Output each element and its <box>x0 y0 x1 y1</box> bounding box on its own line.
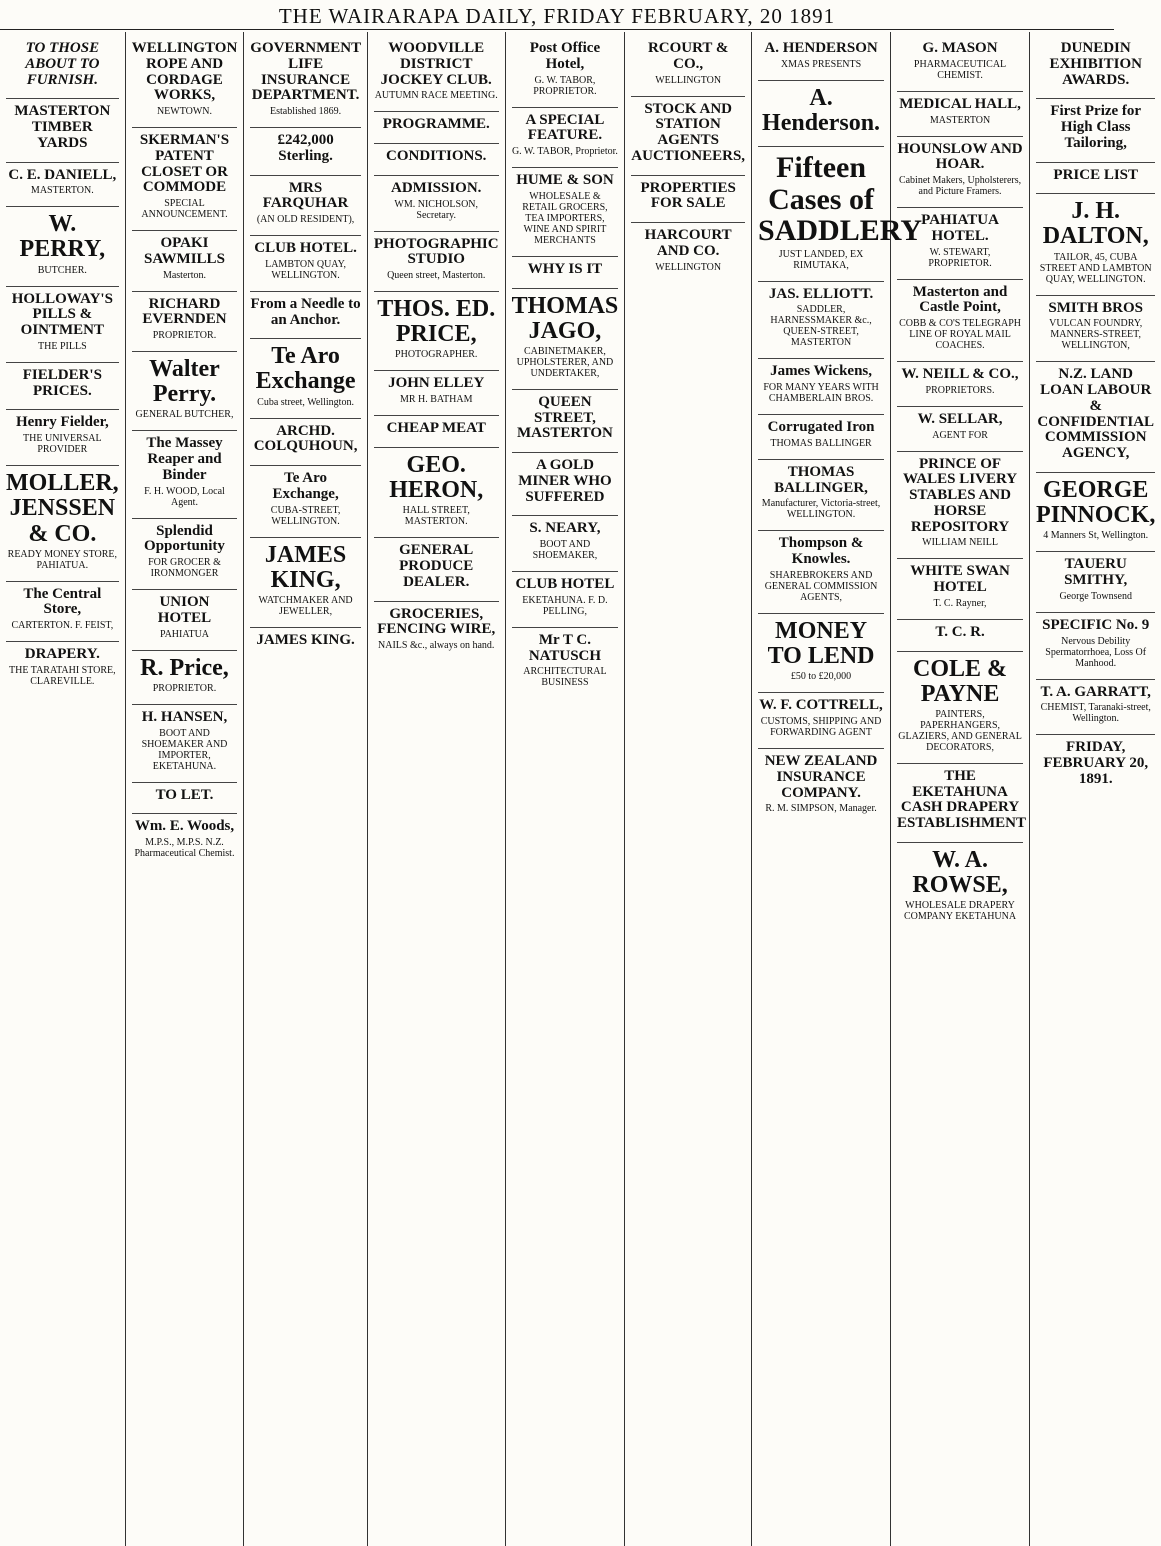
ad-title: UNION HOTEL <box>157 594 212 626</box>
ad-title: Thompson & Knowles. <box>778 535 864 568</box>
ad-subtitle: PAINTERS, PAPERHANGERS, GLAZIERS, AND GENERAL DECORATORS, <box>898 708 1022 753</box>
advertisement <box>132 705 238 783</box>
ad-title: HUME & SON <box>516 172 614 188</box>
ad-subtitle: COBB & CO'S TELEGRAPH LINE OF ROYAL MAIL COACHES. <box>899 318 1021 351</box>
ad-subtitle: PHOTOGRAPHER. <box>395 349 478 361</box>
advertisement <box>132 352 238 431</box>
advertisement <box>374 416 499 448</box>
advertisement <box>1036 362 1155 473</box>
ad-title: PRICE LIST <box>1053 166 1139 183</box>
ad-title: ARCHD. COLQUHOUN, <box>253 422 358 455</box>
advertisement <box>897 843 1023 932</box>
ad-title: JAMES KING, <box>264 541 347 593</box>
advertisement <box>631 97 745 176</box>
ad-title: QUEEN STREET, MASTERTON <box>516 393 613 442</box>
advertisement <box>897 362 1023 407</box>
ad-subtitle: GENERAL BUTCHER, <box>135 409 234 421</box>
ad-subtitle: NAILS &c., always on hand. <box>378 640 495 651</box>
advertisement <box>758 693 884 749</box>
ad-subtitle: XMAS PRESENTS <box>780 58 862 70</box>
ad-subtitle: THE UNIVERSAL PROVIDER <box>23 433 102 456</box>
advertisement <box>250 466 361 538</box>
ad-title: CONDITIONS. <box>386 148 487 164</box>
ad-title: JAMES KING. <box>256 632 355 648</box>
advertisement <box>758 460 884 532</box>
ad-subtitle: AUTUMN RACE MEETING. <box>374 90 498 102</box>
advertisement <box>631 36 745 97</box>
ad-subtitle: CUBA-STREET, WELLINGTON. <box>270 504 341 527</box>
ad-subtitle: CARTERTON. F. FEIST, <box>11 620 114 632</box>
advertisement <box>1036 680 1155 736</box>
ad-subtitle: THE PILLS <box>38 340 87 352</box>
advertisement <box>1036 613 1155 680</box>
ad-title: PROGRAMME. <box>382 116 490 133</box>
ad-subtitle: SADDLER, HARNESSMAKER &c., QUEEN-STREET, MASTERTON <box>770 304 872 349</box>
advertisement <box>512 108 619 169</box>
advertisement <box>6 642 119 697</box>
advertisement <box>897 208 1023 280</box>
ad-title: MASTERTON TIMBER YARDS <box>14 103 111 151</box>
ad-title: CHEAP MEAT <box>386 420 486 437</box>
advertisement <box>758 614 884 693</box>
ad-title: S. NEARY, <box>529 520 601 537</box>
ad-title: CLUB HOTEL. <box>254 240 357 256</box>
advertisement <box>758 36 884 81</box>
advertisement <box>250 339 361 418</box>
ad-title: MRS FARQUHAR <box>262 179 349 212</box>
advertisement <box>250 36 361 128</box>
advertisement <box>512 168 619 257</box>
ad-title: GROCERIES, FENCING WIRE, <box>377 605 496 638</box>
ad-title: From a Needle to an Anchor. <box>250 295 361 328</box>
advertisement <box>250 538 361 628</box>
advertisement <box>132 431 238 518</box>
ad-title: SPECIFIC No. 9 <box>1042 616 1150 633</box>
ad-title: SKERMAN'S PATENT CLOSET OR COMMODE <box>139 132 230 196</box>
ad-title: COLE & PAYNE <box>913 655 1008 707</box>
advertisement <box>374 448 499 538</box>
ad-title: WHY IS IT <box>527 260 603 277</box>
ad-subtitle: SHAREBROKERS AND GENERAL COMMISSION AGENTS, <box>764 569 878 603</box>
ad-title: Masterton and Castle Point, <box>912 283 1008 316</box>
ad-title: Te Aro Exchange, <box>272 470 339 502</box>
ad-title: WOODVILLE DISTRICT JOCKEY CLUB. <box>380 40 492 88</box>
advertisement <box>758 359 884 415</box>
ad-title: W. SELLAR, <box>917 410 1003 427</box>
ad-title: TO LET. <box>155 786 214 803</box>
advertisement <box>6 207 119 286</box>
ad-title: The Central Store, <box>23 585 102 618</box>
ad-title: W. PERRY, <box>19 211 106 263</box>
advertisement <box>374 232 499 293</box>
advertisement <box>897 280 1023 363</box>
advertisement <box>897 452 1023 560</box>
ad-subtitle: T. C. Rayner, <box>933 597 987 609</box>
advertisement <box>374 112 499 144</box>
ad-title: T. A. GARRATT, <box>1040 683 1151 700</box>
ad-subtitle: AGENT FOR <box>932 429 988 441</box>
ad-title: THOS. ED. PRICE, <box>377 296 496 348</box>
advertisement <box>1036 99 1155 162</box>
advertisement <box>6 99 119 162</box>
advertisement <box>132 36 238 128</box>
ad-title: W. F. COTTRELL, <box>759 697 883 714</box>
ad-title: The Massey Reaper and Binder <box>146 435 223 483</box>
ad-title: ADMISSION. <box>391 179 482 196</box>
ad-subtitle: PAHIATUA <box>159 628 210 640</box>
ad-title: PAHIATUA HOTEL. <box>921 212 999 244</box>
ad-title: G. MASON <box>922 40 998 56</box>
advertisement <box>512 453 619 516</box>
ad-subtitle: George Townsend <box>1059 590 1132 602</box>
ad-title: Walter Perry. <box>149 356 220 408</box>
ad-title: A. Henderson. <box>762 84 881 136</box>
ad-title: Mr T C. NATUSCH <box>528 631 602 664</box>
advertisement <box>897 764 1026 843</box>
ad-title: WHITE SWAN HOTEL <box>910 563 1010 595</box>
column-9 <box>1030 32 1161 1546</box>
ad-subtitle: LAMBTON QUAY, WELLINGTON. <box>265 258 347 281</box>
ad-title: OPAKI SAWMILLS <box>144 235 225 267</box>
ad-subtitle: Established 1869. <box>270 106 342 117</box>
ad-title: A GOLD MINER WHO SUFFERED <box>518 457 612 505</box>
advertisement <box>6 36 119 99</box>
ad-title: H. HANSEN, <box>141 708 228 725</box>
ad-subtitle: WHOLESALE & RETAIL GROCERS, TEA IMPORTERS, WINE AND SPIRIT MERCHANTS <box>522 190 608 246</box>
ad-subtitle: READY MONEY STORE, PAHIATUA. <box>7 548 118 571</box>
ad-subtitle: WILLIAM NEILL <box>922 537 998 549</box>
ad-title: First Prize for High Class Tailoring, <box>1050 103 1142 151</box>
advertisement <box>374 36 499 112</box>
ad-title: SMITH BROS <box>1048 299 1144 316</box>
advertisement <box>512 390 619 453</box>
ad-title: THOMAS BALLINGER, <box>774 463 868 496</box>
column-7 <box>752 32 923 1546</box>
advertisement <box>1036 735 1155 797</box>
ad-title: N.Z. LAND LOAN LABOUR & CONFIDENTIAL COMMISSION AGENCY, <box>1037 366 1155 462</box>
advertisement <box>897 137 1023 209</box>
advertisement <box>132 590 238 651</box>
advertisement <box>897 92 1023 137</box>
ad-subtitle: Queen street, Masterton. <box>387 270 486 281</box>
ad-subtitle: £50 to £20,000 <box>790 671 852 683</box>
ad-subtitle: WELLINGTON <box>655 74 722 86</box>
advertisement <box>132 519 238 591</box>
advertisement <box>631 223 745 283</box>
advertisement <box>374 292 499 371</box>
advertisement <box>374 538 499 601</box>
advertisement <box>250 128 361 176</box>
advertisement <box>6 466 119 582</box>
advertisement <box>374 602 499 662</box>
advertisement <box>132 651 238 705</box>
ad-title: W. NEILL & CO., <box>901 366 1019 382</box>
advertisement <box>512 289 619 390</box>
ad-subtitle: SPECIAL ANNOUNCEMENT. <box>141 198 228 220</box>
advertisement <box>132 783 238 815</box>
ad-subtitle: BOOT AND SHOEMAKER AND IMPORTER, EKETAHUNA. <box>141 727 228 772</box>
ad-subtitle: F. H. WOOD, Local Agent. <box>144 485 225 508</box>
advertisement <box>758 282 884 360</box>
advertisement <box>897 36 1023 92</box>
advertisement <box>1036 296 1155 363</box>
ad-subtitle: PROPRIETOR. <box>152 330 217 341</box>
ad-subtitle: MASTERTON. <box>30 185 94 197</box>
ad-subtitle: FOR MANY YEARS WITH CHAMBERLAIN BROS. <box>763 382 879 405</box>
ad-title: Wm. E. Woods, <box>134 818 235 835</box>
advertisement <box>897 407 1023 452</box>
column-6 <box>625 32 752 1546</box>
advertisement <box>6 582 119 643</box>
ad-subtitle: EKETAHUNA. F. D. PELLING, <box>522 594 608 617</box>
ad-subtitle: PHARMACEUTICAL CHEMIST. <box>913 58 1007 81</box>
ad-subtitle: CABINETMAKER, UPHOLSTERER, AND UNDERTAKER, <box>516 345 614 379</box>
advertisement <box>897 620 1023 652</box>
ad-title: MEDICAL HALL, <box>899 95 1021 112</box>
advertisement <box>374 371 499 416</box>
ad-title: HOUNSLOW AND HOAR. <box>897 140 1023 173</box>
ad-title: R. Price, <box>140 654 229 681</box>
advertisement <box>132 814 238 869</box>
ad-subtitle: G. W. TABOR, PROPRIETOR. <box>533 74 597 97</box>
advertisement <box>1036 36 1155 99</box>
advertisement <box>512 257 619 289</box>
ad-title: GENERAL PRODUCE DEALER. <box>399 542 474 590</box>
advertisement <box>6 287 119 363</box>
ad-title: MONEY TO LEND <box>767 617 875 670</box>
ad-subtitle: Masterton. <box>162 269 206 281</box>
page-title: THE WAIRARAPA DAILY, FRIDAY FEBRUARY, 20 1891 <box>278 4 836 28</box>
advertisement <box>512 572 619 628</box>
masthead <box>0 0 1114 30</box>
column-5 <box>506 32 626 1546</box>
ad-title: HARCOURT AND CO. <box>644 227 732 259</box>
ad-title: A. HENDERSON <box>764 40 878 56</box>
ad-title: JAS. ELLIOTT. <box>768 285 874 302</box>
ad-subtitle: G. W. TABOR, Proprietor. <box>511 146 618 157</box>
ad-title: NEW ZEALAND INSURANCE COMPANY. <box>764 753 878 801</box>
ad-subtitle: PROPRIETORS. <box>925 384 995 396</box>
ad-title: GEO. HERON, <box>389 451 484 504</box>
ad-title: Post Office Hotel, <box>529 40 601 72</box>
advertisement <box>1036 163 1155 195</box>
advertisement <box>897 652 1023 764</box>
ad-title: MOLLER, JENSSEN & CO. <box>6 470 119 547</box>
ad-title: J. H. DALTON, <box>1042 198 1149 250</box>
advertisement <box>250 419 361 467</box>
ad-subtitle: MASTERTON <box>929 114 991 126</box>
column-3 <box>244 32 368 1546</box>
ad-title: RICHARD EVERNDEN <box>142 295 227 328</box>
ad-subtitle: THE TARATAHI STORE, CLAREVILLE. <box>9 664 116 687</box>
ad-title: Corrugated Iron <box>767 419 875 436</box>
ad-title: PRINCE OF WALES LIVERY STABLES AND HORSE REPOSITORY <box>903 455 1018 535</box>
ad-subtitle: CHEMIST, Taranaki-street, Wellington. <box>1040 702 1151 725</box>
ad-subtitle: WATCHMAKER AND JEWELLER, <box>258 595 353 617</box>
ad-title: Henry Fielder, <box>15 414 109 431</box>
ad-title: W. A. ROWSE, <box>912 846 1008 899</box>
ad-subtitle: NEWTOWN. <box>156 106 213 117</box>
ad-title: GOVERNMENT LIFE INSURANCE DEPARTMENT. <box>250 40 362 104</box>
ad-title: THE EKETAHUNA CASH DRAPERY ESTABLISHMENT <box>897 767 1026 832</box>
column-2 <box>126 32 245 1546</box>
advertisement <box>1036 194 1155 295</box>
advertisement <box>250 176 361 237</box>
ad-title: DUNEDIN EXHIBITION AWARDS. <box>1049 40 1142 88</box>
ad-subtitle: BOOT AND SHOEMAKER, <box>532 539 598 562</box>
ad-subtitle: PROPRIETOR. <box>152 682 217 694</box>
ad-subtitle: HALL STREET, MASTERTON. <box>402 505 470 528</box>
advertisement <box>758 81 884 147</box>
ad-subtitle: Nervous Debility Spermatorrhoea, Loss Of Manhood. <box>1045 635 1147 669</box>
advertisement <box>250 628 361 659</box>
advertisement <box>631 176 745 224</box>
ad-title: James Wickens, <box>770 363 873 380</box>
advertisement <box>758 415 884 460</box>
ad-title: TAUERU SMITHY, <box>1064 556 1128 588</box>
column-8 <box>891 32 1030 1546</box>
ad-title: Te Aro Exchange <box>255 343 356 395</box>
advertisement <box>250 292 361 340</box>
advertisement <box>758 749 884 824</box>
advertisement <box>6 163 119 208</box>
ad-subtitle: WELLINGTON <box>655 261 722 273</box>
ad-subtitle: BUTCHER. <box>37 264 87 276</box>
ad-title: FIELDER'S PRICES. <box>22 366 102 399</box>
ad-subtitle: 4 Manners St, Wellington. <box>1043 530 1149 542</box>
ad-title: CLUB HOTEL <box>515 576 615 593</box>
column-4 <box>368 32 506 1546</box>
advertisement <box>512 516 619 572</box>
advertisement <box>512 36 619 108</box>
ad-subtitle: Manufacturer, Victoria-street, WELLINGTON. <box>761 498 881 521</box>
advertisement <box>374 144 499 176</box>
column-container <box>0 32 1156 1546</box>
ad-title: TO THOSE ABOUT TO FURNISH. <box>25 40 100 88</box>
advertisement <box>758 531 884 614</box>
ad-subtitle: VULCAN FOUNDRY, MANNERS-STREET, WELLINGTON, <box>1049 318 1143 352</box>
ad-title: £242,000 Sterling. <box>277 132 334 164</box>
advertisement <box>512 628 619 699</box>
advertisement <box>6 410 119 466</box>
ad-subtitle: THOMAS BALLINGER <box>770 437 872 449</box>
ad-title: PHOTOGRAPHIC STUDIO <box>373 235 499 268</box>
ad-subtitle: WHOLESALE DRAPERY COMPANY EKETAHUNA <box>904 900 1017 923</box>
ad-title: Splendid Opportunity <box>144 522 225 555</box>
ad-title: RCOURT & CO., <box>647 40 729 72</box>
advertisement <box>1036 473 1155 552</box>
ad-subtitle: MR H. BATHAM <box>399 394 473 406</box>
advertisement <box>758 147 923 282</box>
ad-title: A SPECIAL FEATURE. <box>525 111 605 144</box>
ad-subtitle: Cabinet Makers, Upholsterers, and Picture Framers. <box>898 175 1022 197</box>
ad-subtitle: WM. NICHOLSON, Secretary. <box>394 198 479 221</box>
advertisement <box>897 559 1023 620</box>
ad-title: PROPERTIES FOR SALE <box>640 179 736 212</box>
advertisement <box>250 236 361 292</box>
ad-title: THOMAS JAGO, <box>511 292 619 344</box>
ad-title: GEORGE PINNOCK, <box>1036 476 1156 529</box>
ad-subtitle: M.P.S., M.P.S. N.Z. Pharmaceutical Chemist. <box>134 837 235 860</box>
advertisement <box>1036 552 1155 613</box>
column-1 <box>0 32 126 1546</box>
advertisement <box>132 128 238 231</box>
ad-title: STOCK AND STATION AGENTS AUCTIONEERS, <box>631 100 746 164</box>
advertisement <box>132 231 238 292</box>
ad-title: FRIDAY, FEBRUARY 20, 1891. <box>1043 739 1149 787</box>
ad-title: HOLLOWAY'S PILLS & OINTMENT <box>11 290 113 339</box>
ad-subtitle: CUSTOMS, SHIPPING AND FORWARDING AGENT <box>760 716 882 738</box>
ad-subtitle: Cuba street, Wellington. <box>257 396 354 408</box>
ad-subtitle: TAILOR, 45, CUBA STREET AND LAMBTON QUAY, WELLINGTON. <box>1039 251 1152 285</box>
ad-subtitle: JUST LANDED, EX RIMUTAKA, <box>778 248 864 271</box>
ad-title: JOHN ELLEY <box>388 375 485 392</box>
ad-title: Fifteen Cases of SADDLERY <box>758 151 923 248</box>
ad-subtitle: ARCHITECTURAL BUSINESS <box>523 666 607 689</box>
ad-subtitle: FOR GROCER & IRONMONGER <box>148 557 221 580</box>
advertisement <box>132 292 238 353</box>
advertisement <box>6 363 119 411</box>
ad-title: T. C. R. <box>935 623 985 640</box>
ad-title: DRAPERY. <box>24 646 100 663</box>
ad-subtitle: R. M. SIMPSON, Manager. <box>765 803 877 815</box>
ad-title: C. E. DANIELL, <box>8 166 117 183</box>
ad-subtitle: W. STEWART, PROPRIETOR. <box>928 246 992 269</box>
advertisement <box>374 176 499 232</box>
ad-subtitle: (AN OLD RESIDENT), <box>256 214 355 225</box>
ad-title: WELLINGTON ROPE AND CORDAGE WORKS, <box>131 40 238 104</box>
